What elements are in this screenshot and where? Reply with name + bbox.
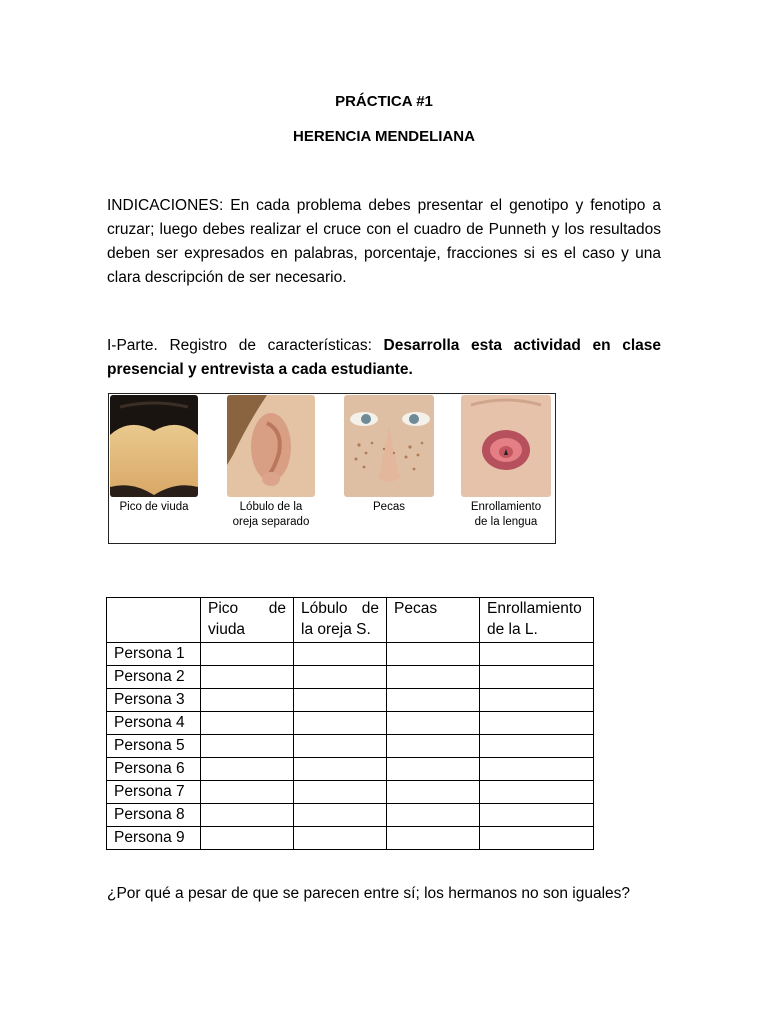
table-cell[interactable]	[201, 712, 294, 735]
table-cell[interactable]	[294, 712, 387, 735]
table-cell[interactable]	[387, 804, 480, 827]
header-cell-empty	[107, 598, 201, 643]
table-header-row	[107, 598, 594, 643]
table-row	[107, 643, 594, 666]
header-cell-ear-lobe: Lóbulo de la oreja S.	[294, 598, 387, 643]
table-cell[interactable]	[387, 781, 480, 804]
table-cell[interactable]	[387, 758, 480, 781]
page-title: PRÁCTICA #1	[335, 93, 433, 110]
table-cell[interactable]	[387, 689, 480, 712]
row-label: Persona 8	[107, 804, 201, 827]
table-cell[interactable]	[480, 758, 594, 781]
table-cell[interactable]	[201, 804, 294, 827]
table-cell[interactable]	[294, 827, 387, 850]
table-cell[interactable]	[387, 735, 480, 758]
part-one-label: I-Parte. Registro de características:	[107, 337, 384, 354]
table-cell[interactable]	[201, 735, 294, 758]
caption-widows-peak: Pico de viuda	[119, 501, 189, 513]
table-row	[107, 666, 594, 689]
header-cell-freckles: Pecas	[387, 598, 480, 643]
row-label: Persona 3	[107, 689, 201, 712]
widows-peak-photo	[110, 395, 198, 497]
header-cell-widows-peak: Pico de viuda	[201, 598, 294, 643]
page-subtitle: HERENCIA MENDELIANA	[293, 128, 475, 145]
table-row	[107, 827, 594, 850]
caption-tongue-rolling: Enrollamiento de la lengua	[470, 501, 542, 528]
table-cell[interactable]	[294, 689, 387, 712]
table-row	[107, 758, 594, 781]
header-cell-tongue-rolling: Enrollamiento de la L.	[480, 598, 594, 643]
tongue-rolling-photo	[461, 395, 551, 497]
table-row	[107, 689, 594, 712]
part-one-instruction: Desarrolla esta actividad en clase presencial y entrevista a cada estudiante.	[107, 337, 661, 378]
row-label: Persona 2	[107, 666, 201, 689]
ear-lobe-photo	[227, 395, 315, 497]
table-cell[interactable]	[294, 666, 387, 689]
table-cell[interactable]	[201, 643, 294, 666]
freckles-photo	[344, 395, 434, 497]
traits-table	[106, 597, 594, 850]
caption-freckles: Pecas	[373, 501, 405, 513]
table-cell[interactable]	[480, 804, 594, 827]
table-cell[interactable]	[294, 781, 387, 804]
table-cell[interactable]	[387, 712, 480, 735]
row-label: Persona 4	[107, 712, 201, 735]
question-text: ¿Por qué a pesar de que se parecen entre sí; los hermanos no son iguales?	[107, 885, 631, 902]
table-row	[107, 712, 594, 735]
table-cell[interactable]	[294, 643, 387, 666]
table-cell[interactable]	[201, 689, 294, 712]
table-cell[interactable]	[294, 735, 387, 758]
part-one-paragraph	[107, 334, 661, 382]
row-label: Persona 9	[107, 827, 201, 850]
table-cell[interactable]	[480, 712, 594, 735]
table-cell[interactable]	[294, 804, 387, 827]
table-cell[interactable]	[201, 781, 294, 804]
caption-ear-lobe: Lóbulo de la oreja separado	[232, 501, 310, 528]
table-cell[interactable]	[480, 781, 594, 804]
table-cell[interactable]	[201, 758, 294, 781]
row-label: Persona 6	[107, 758, 201, 781]
table-cell[interactable]	[387, 666, 480, 689]
row-label: Persona 1	[107, 643, 201, 666]
row-label: Persona 7	[107, 781, 201, 804]
table-cell[interactable]	[387, 643, 480, 666]
table-cell[interactable]	[480, 689, 594, 712]
table-cell[interactable]	[387, 827, 480, 850]
indications-paragraph: INDICACIONES: En cada problema debes presentar el genotipo y fenotipo a cruzar; luego debes realizar el cruce con el cuadro de Punneth y los resultados deben ser expresados en palabras, porcentaje, fracciones si es el caso y una clara descripción de ser necesario.	[107, 197, 661, 286]
table-row	[107, 804, 594, 827]
table-row	[107, 735, 594, 758]
table-cell[interactable]	[480, 666, 594, 689]
table-cell[interactable]	[294, 758, 387, 781]
table-cell[interactable]	[480, 643, 594, 666]
traits-figure	[108, 393, 556, 544]
row-label: Persona 5	[107, 735, 201, 758]
table-cell[interactable]	[480, 827, 594, 850]
table-cell[interactable]	[201, 827, 294, 850]
table-row	[107, 781, 594, 804]
table-cell[interactable]	[480, 735, 594, 758]
table-cell[interactable]	[201, 666, 294, 689]
